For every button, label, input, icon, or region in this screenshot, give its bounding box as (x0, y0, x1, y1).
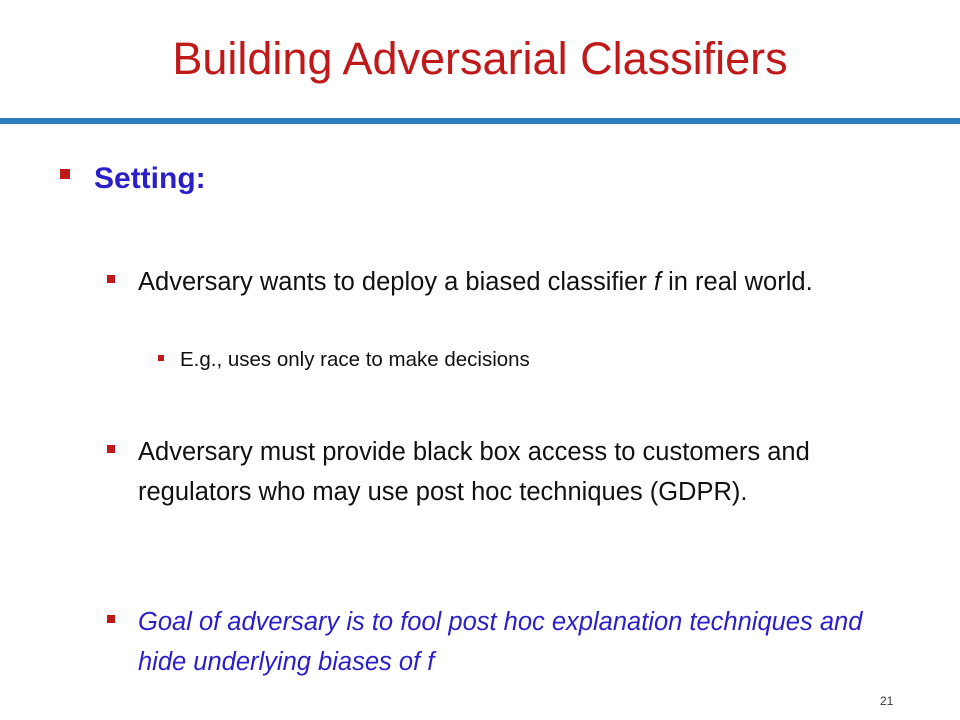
bullet-item-2 (107, 432, 907, 512)
square-bullet-icon (60, 169, 70, 179)
square-bullet-icon (158, 355, 164, 361)
slide-title: Building Adversarial Classifiers (172, 33, 788, 84)
bullet-item-3 (107, 602, 907, 682)
square-bullet-icon (107, 615, 115, 623)
bullet-text-2: Adversary must provide black box access to customers and regulators who may use post hoc techniques (GDPR). (138, 438, 810, 506)
sub-bullet-text-1: E.g., uses only race to make decisions (180, 348, 530, 371)
sub-bullet-item-1 (158, 345, 530, 375)
bullet-item-1 (107, 262, 907, 302)
title-rule (0, 118, 960, 124)
bullet-text-3: Goal of adversary is to fool post hoc explanation techniques and hide underlying biases of f (138, 608, 863, 676)
square-bullet-icon (107, 275, 115, 283)
page-number: 21 (880, 694, 894, 708)
setting-heading-item (60, 155, 206, 203)
setting-heading: Setting: (94, 162, 206, 195)
bullet-text-1: Adversary wants to deploy a biased classifier f in real world. (138, 268, 813, 296)
square-bullet-icon (107, 445, 115, 453)
